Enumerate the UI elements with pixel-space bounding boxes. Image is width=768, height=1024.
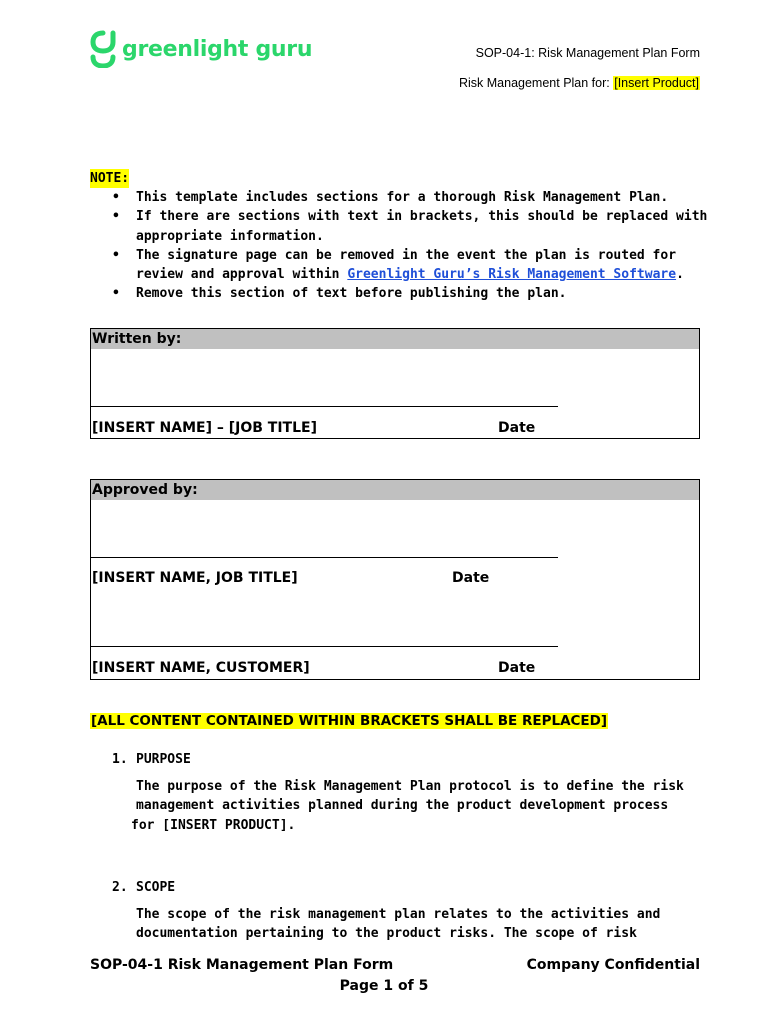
plan-for-line	[459, 76, 700, 90]
section-title: PURPOSE	[136, 752, 191, 767]
purpose-paragraph	[131, 777, 696, 835]
section-heading-purpose	[112, 750, 191, 769]
paragraph-line: The purpose of the Risk Management Plan protocol is to define the risk	[136, 779, 684, 794]
plan-for-label: Risk Management Plan for:	[458, 76, 610, 90]
greenlight-guru-logo-icon	[90, 30, 116, 68]
footer-form-name: SOP-04-1 Risk Management Plan Form	[90, 957, 394, 973]
signature-line	[91, 646, 558, 647]
section-number: 1.	[112, 752, 128, 767]
section-title: SCOPE	[136, 880, 176, 895]
note-item-signature	[90, 246, 710, 284]
section-number: 2.	[112, 880, 128, 895]
company-logo	[90, 30, 312, 68]
paragraph-line: The scope of the risk management plan relates to the activities and	[136, 907, 661, 922]
logo-text: greenlight guru	[122, 36, 313, 62]
customer-date-label: Date	[498, 660, 536, 676]
footer-confidential: Company Confidential	[526, 957, 700, 973]
written-date-label: Date	[498, 420, 536, 436]
brackets-notice: [ALL CONTENT CONTAINED WITHIN BRACKETS SHALL BE REPLACED]	[91, 713, 608, 729]
note-item: • This template includes sections for a thorough Risk Management Plan.	[90, 188, 710, 207]
footer-page-number: Page 1 of 5	[339, 978, 429, 994]
signature-line	[91, 406, 558, 407]
approver-name: [INSERT NAME, JOB TITLE]	[92, 570, 298, 586]
section-heading-scope	[112, 878, 175, 897]
signature-line	[91, 557, 558, 558]
risk-management-software-link[interactable]: Greenlight Guru’s Risk Management Software	[347, 267, 677, 283]
written-by-heading: Written by:	[91, 329, 699, 349]
note-list	[90, 188, 710, 303]
paragraph-line: documentation pertaining to the product risks. The scope of risk	[136, 926, 637, 942]
writer-name: [INSERT NAME] – [JOB TITLE]	[92, 420, 317, 436]
approved-by-heading: Approved by:	[91, 480, 699, 500]
note-item: • If there are sections with text in brackets, this should be replaced with appropriate information.	[90, 207, 710, 245]
note-block	[90, 169, 710, 303]
paragraph-line: management activities planned during the product development process	[136, 798, 669, 814]
approved-date-label: Date	[452, 570, 490, 586]
paragraph-line: for [INSERT PRODUCT].	[131, 817, 296, 833]
note-item-text: The signature page can be removed in the event the plan is routed for review and approval within	[136, 247, 677, 283]
scope-paragraph	[136, 905, 696, 944]
note-item: • Remove this section of text before publishing the plan.	[90, 284, 710, 303]
customer-name: [INSERT NAME, CUSTOMER]	[92, 660, 310, 676]
written-by-box	[90, 328, 700, 439]
approved-by-box	[90, 479, 700, 680]
note-item-period: .	[676, 267, 684, 283]
note-title: NOTE:	[90, 169, 129, 188]
form-title: SOP-04-1: Risk Management Plan Form	[475, 46, 700, 60]
plan-for-value: [Insert Product]	[614, 76, 699, 90]
